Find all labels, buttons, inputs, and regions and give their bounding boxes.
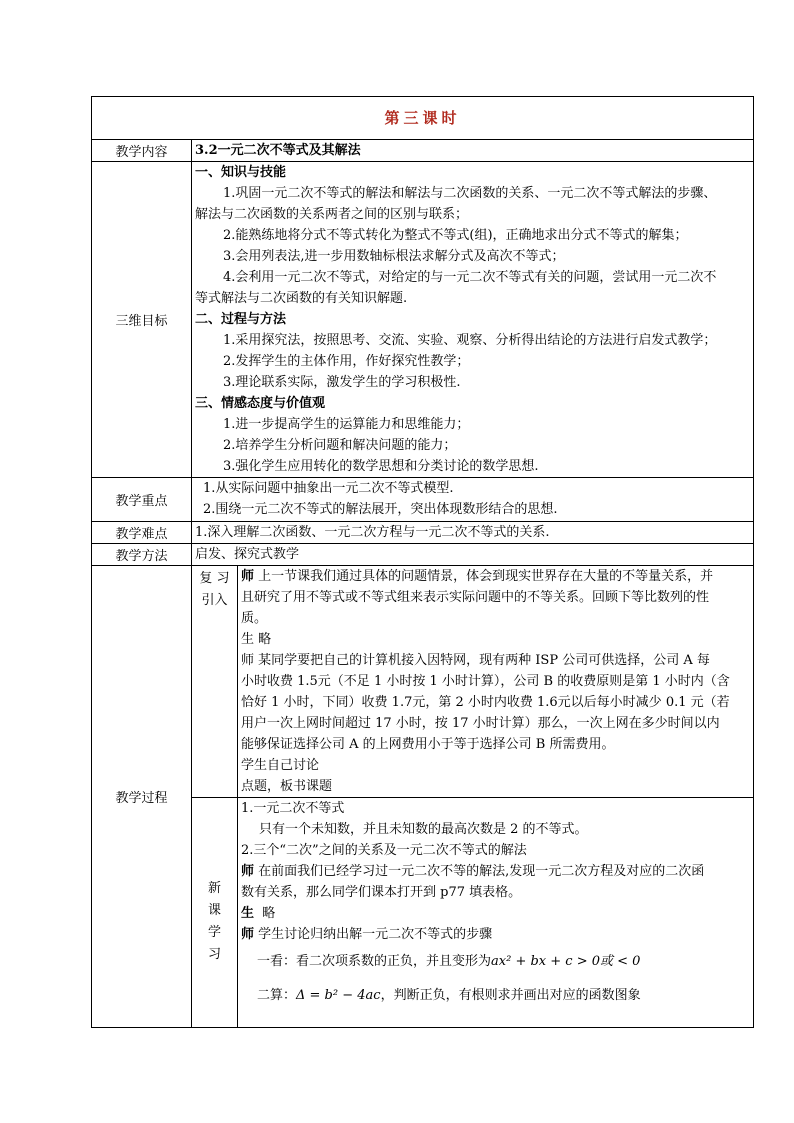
review-label bbox=[192, 566, 238, 798]
difficulty-label: 教学难点 bbox=[92, 522, 192, 544]
speaker-teacher: 师 bbox=[241, 927, 255, 942]
goal-item: 等式解法与二次函数的有关知识解题. bbox=[195, 291, 408, 306]
new-lesson-row bbox=[92, 798, 754, 1028]
text: 学生讨论归纳出解一元二次不等式的步骤 bbox=[258, 927, 493, 942]
difficulty-row bbox=[92, 522, 754, 544]
key-points-label: 教学重点 bbox=[92, 478, 192, 522]
method-label: 教学方法 bbox=[92, 544, 192, 566]
goal-item: 1.巩固一元二次不等式的解法和解法与二次函数的关系、一元二次不等式解法的步骤、 bbox=[223, 186, 717, 201]
label-char: 新 bbox=[207, 881, 221, 896]
student-line bbox=[241, 903, 750, 924]
step-text: ，判断正负，有根则求并画出对应的函数图象 bbox=[380, 988, 641, 1003]
goal-item: 1.进一步提高学生的运算能力和思维能力； bbox=[223, 417, 470, 432]
speaker-teacher: 师 bbox=[241, 653, 255, 668]
new-lesson-label bbox=[192, 798, 238, 1028]
goals-label: 三维目标 bbox=[92, 162, 192, 478]
teacher-line bbox=[241, 650, 750, 671]
goal-item: 3.会用列表法,进一步用数轴标根法求解分式及高次不等式； bbox=[223, 249, 565, 264]
label-char: 习 bbox=[207, 947, 221, 962]
teacher-line bbox=[241, 861, 750, 882]
text: 略 bbox=[262, 906, 276, 921]
text-line: 用户一次上网时间超过 17 小时，按 17 小时计算）那么，一次上网在多少时间以内 bbox=[241, 716, 720, 731]
goal-heading-knowledge: 一、知识与技能 bbox=[195, 165, 287, 180]
text-line: 点题，板书课题 bbox=[241, 779, 333, 794]
speaker-student: 生 bbox=[241, 906, 255, 921]
formula: ax² + bx + c > 0或 < 0 bbox=[491, 954, 641, 969]
review-label-line1: 复 习 bbox=[199, 571, 230, 586]
goal-heading-attitude: 三、情感态度与价值观 bbox=[195, 396, 326, 411]
title-row bbox=[92, 97, 754, 140]
lesson-plan-sheet bbox=[91, 96, 753, 1028]
formula: Δ = b² − 4ac bbox=[296, 988, 381, 1003]
method-content: 启发、探究式教学 bbox=[192, 544, 754, 566]
content-row bbox=[92, 140, 754, 162]
text-line: 数有关系，那么同学们课本打开到 p77 填表格。 bbox=[241, 885, 522, 900]
review-label-line2: 引入 bbox=[201, 593, 228, 608]
review-row bbox=[92, 566, 754, 798]
speaker-teacher: 师 bbox=[241, 864, 255, 879]
teacher-line bbox=[241, 924, 750, 945]
key-point: 1.从实际问题中抽象出一元二次不等式模型. bbox=[203, 481, 454, 496]
text-line: 且研究了用不等式或不等式组来表示实际问题中的不等关系。回顾下等比数列的性 bbox=[241, 590, 710, 605]
step-two bbox=[241, 979, 750, 1013]
goal-item: 1.采用探究法，按照思考、交流、实验、观察、分析得出结论的方法进行启发式教学； bbox=[223, 333, 717, 348]
text: 在前面我们已经学习过一元二次不等的解法,发现一元二次方程及对应的二次函 bbox=[258, 864, 705, 879]
lesson-plan-table bbox=[91, 96, 754, 1028]
content-label: 教学内容 bbox=[92, 140, 192, 162]
text-line: 恰好 1 小时，下同）收费 1.7元，第 2 小时内收费 1.6元以后每小时减少 0.1 元（若 bbox=[241, 695, 730, 710]
section-heading: 2.三个“二次”之间的关系及一元二次不等式的解法 bbox=[241, 843, 527, 858]
text-line: 只有一个未知数，并且未知数的最高次数是 2 的不等式。 bbox=[259, 822, 588, 837]
goal-heading-process: 二、过程与方法 bbox=[195, 312, 287, 327]
goal-item: 3.强化学生应用转化的数学思想和分类讨论的数学思想. bbox=[223, 459, 539, 474]
goals-row bbox=[92, 162, 754, 478]
process-label: 教学过程 bbox=[92, 566, 192, 1028]
step-text: 一看：看二次项系数的正负，并且变形为 bbox=[257, 954, 492, 969]
goals-content bbox=[192, 162, 754, 478]
text: 上一节课我们通过具体的问题情景，体会到现实世界存在大量的不等量关系，并 bbox=[258, 569, 714, 584]
text: 某同学要把自己的计算机接入因特网，现有两种 ISP 公司可供选择，公司 A 每 bbox=[258, 653, 710, 668]
review-content bbox=[238, 566, 754, 798]
label-char: 课 bbox=[207, 903, 221, 918]
title-cell bbox=[92, 97, 754, 140]
page-title: 第三课时 bbox=[384, 109, 461, 127]
content-value: 3.2一元二次不等式及其解法 bbox=[192, 140, 754, 162]
speaker-teacher: 师 bbox=[241, 569, 255, 584]
goal-item: 2.培养学生分析问题和解决问题的能力； bbox=[223, 438, 457, 453]
label-char: 学 bbox=[207, 925, 221, 940]
text-line: 学生自己讨论 bbox=[241, 758, 320, 773]
text-line: 质。 bbox=[241, 611, 268, 626]
key-points-content bbox=[192, 478, 754, 522]
difficulty-content: 1.深入理解二次函数、一元二次方程与一元二次不等式的关系. bbox=[192, 522, 754, 544]
key-points-row bbox=[92, 478, 754, 522]
goal-item: 2.发挥学生的主体作用，作好探究性教学； bbox=[223, 354, 470, 369]
goal-item: 4.会利用一元二次不等式，对给定的与一元二次不等式有关的问题，尝试用一元二次不 bbox=[223, 270, 717, 285]
student-line: 生 略 bbox=[241, 632, 272, 647]
method-row bbox=[92, 544, 754, 566]
key-point: 2.围绕一元二次不等式的解法展开，突出体现数形结合的思想. bbox=[203, 502, 558, 517]
text-line: 小时收费 1.5元（不足 1 小时按 1 小时计算），公司 B 的收费原则是第 1 小时内（含 bbox=[241, 674, 730, 689]
goal-item: 2.能熟练地将分式不等式转化为整式不等式(组)，正确地求出分式不等式的解集； bbox=[223, 228, 688, 243]
teacher-line bbox=[241, 566, 750, 587]
text-line: 能够保证选择公司 A 的上网费用小于等于选择公司 B 所需费用。 bbox=[241, 737, 615, 752]
step-text: 二算： bbox=[257, 988, 297, 1003]
goal-item: 3.理论联系实际，激发学生的学习积极性. bbox=[223, 375, 461, 390]
goal-item: 解法与二次函数的关系两者之间的区别与联系； bbox=[195, 207, 469, 222]
new-lesson-content bbox=[238, 798, 754, 1028]
step-one bbox=[241, 945, 750, 979]
section-heading: 1.一元二次不等式 bbox=[241, 801, 345, 816]
